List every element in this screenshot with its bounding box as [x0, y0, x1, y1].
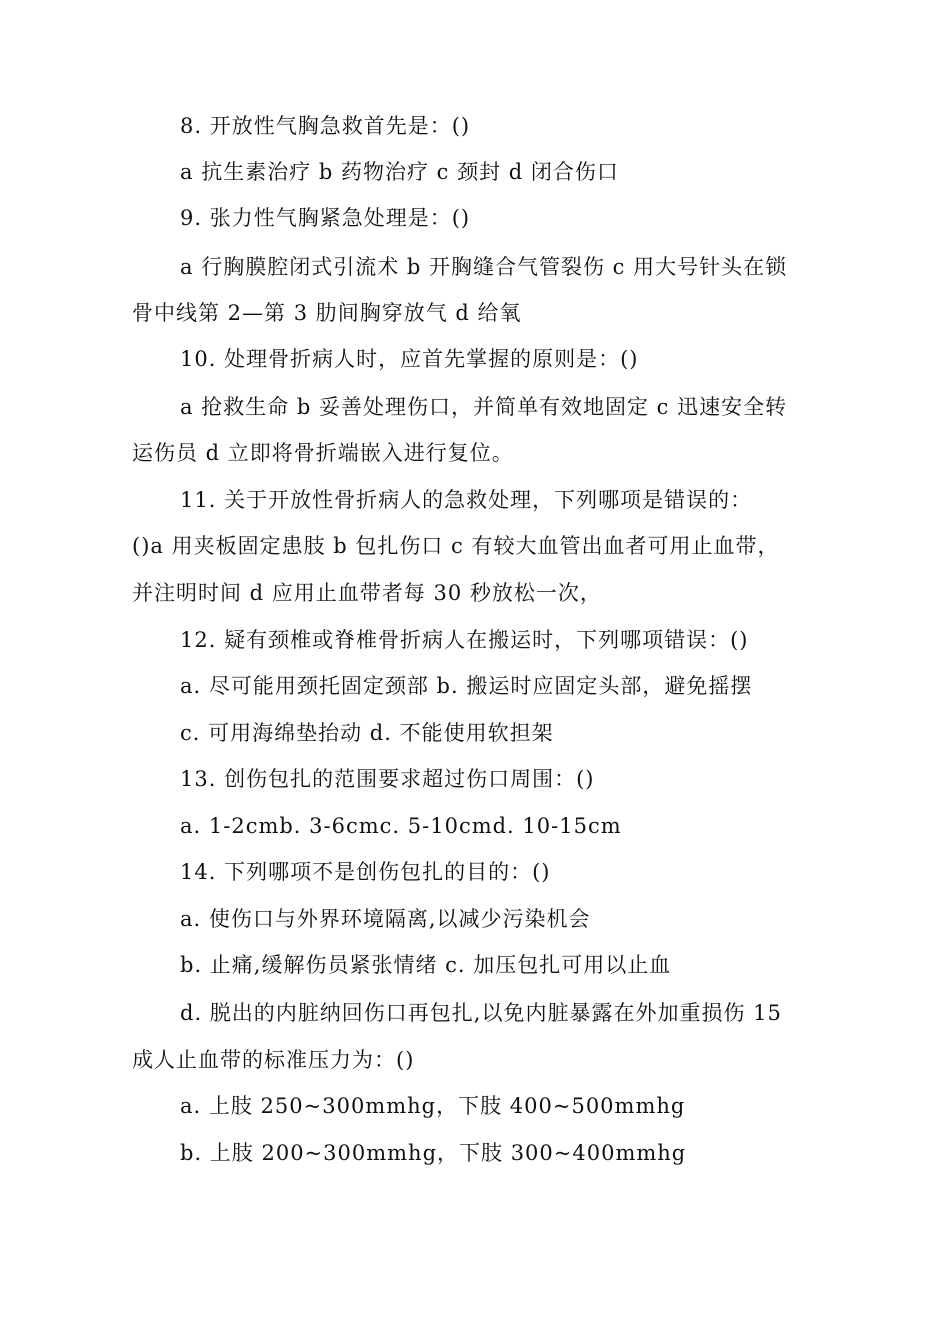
- question-9-options-cont: 骨中线第 2—第 3 肋间胸穿放气 d 给氧: [132, 301, 522, 325]
- question-11-options: ()a 用夹板固定患肢 b 包扎伤口 c 有较大血管出血者可用止血带，: [132, 534, 780, 558]
- question-11: 11. 关于开放性骨折病人的急救处理，下列哪项是错误的：: [180, 488, 753, 512]
- question-14: 14. 下列哪项不是创伤包扎的目的：(): [180, 860, 551, 884]
- question-8: 8. 开放性气胸急救首先是：(): [180, 114, 471, 138]
- question-12-options-cd: c. 可用海绵垫抬动 d. 不能使用软担架: [180, 721, 554, 745]
- question-10-options: a 抢救生命 b 妥善处理伤口，并简单有效地固定 c 迅速安全转: [180, 395, 788, 419]
- question-12-options-ab: a. 尽可能用颈托固定颈部 b. 搬运时应固定头部，避免摇摆: [180, 674, 753, 698]
- question-15-option-a: a. 上肢 250~300mmhg，下肢 400~500mmhg: [180, 1094, 686, 1118]
- question-10: 10. 处理骨折病人时，应首先掌握的原则是：(): [180, 347, 639, 371]
- question-14-option-d: d. 脱出的内脏纳回伤口再包扎,以免内脏暴露在外加重损伤 15: [180, 1001, 782, 1025]
- question-12: 12. 疑有颈椎或脊椎骨折病人在搬运时，下列哪项错误：(): [180, 628, 749, 652]
- question-13-options: a. 1-2cmb. 3-6cmc. 5-10cmd. 10-15cm: [180, 814, 622, 838]
- question-15: 成人止血带的标准压力为：(): [132, 1048, 415, 1072]
- question-13: 13. 创伤包扎的范围要求超过伤口周围：(): [180, 767, 595, 791]
- question-15-option-b: b. 上肢 200~300mmhg，下肢 300~400mmhg: [180, 1141, 687, 1165]
- question-9-options: a 行胸膜腔闭式引流术 b 开胸缝合气管裂伤 c 用大号针头在锁: [180, 255, 788, 279]
- question-10-options-cont: 运伤员 d 立即将骨折端嵌入进行复位。: [132, 441, 514, 465]
- question-9: 9. 张力性气胸紧急处理是：(): [180, 206, 471, 230]
- question-8-options: a 抗生素治疗 b 药物治疗 c 颈封 d 闭合伤口: [180, 160, 619, 184]
- question-14-option-a: a. 使伤口与外界环境隔离,以减少污染机会: [180, 907, 591, 931]
- question-14-option-bc: b. 止痛,缓解伤员紧张情绪 c. 加压包扎可用以止血: [180, 953, 672, 977]
- question-11-options-cont: 并注明时间 d 应用止血带者每 30 秒放松一次，: [132, 581, 602, 605]
